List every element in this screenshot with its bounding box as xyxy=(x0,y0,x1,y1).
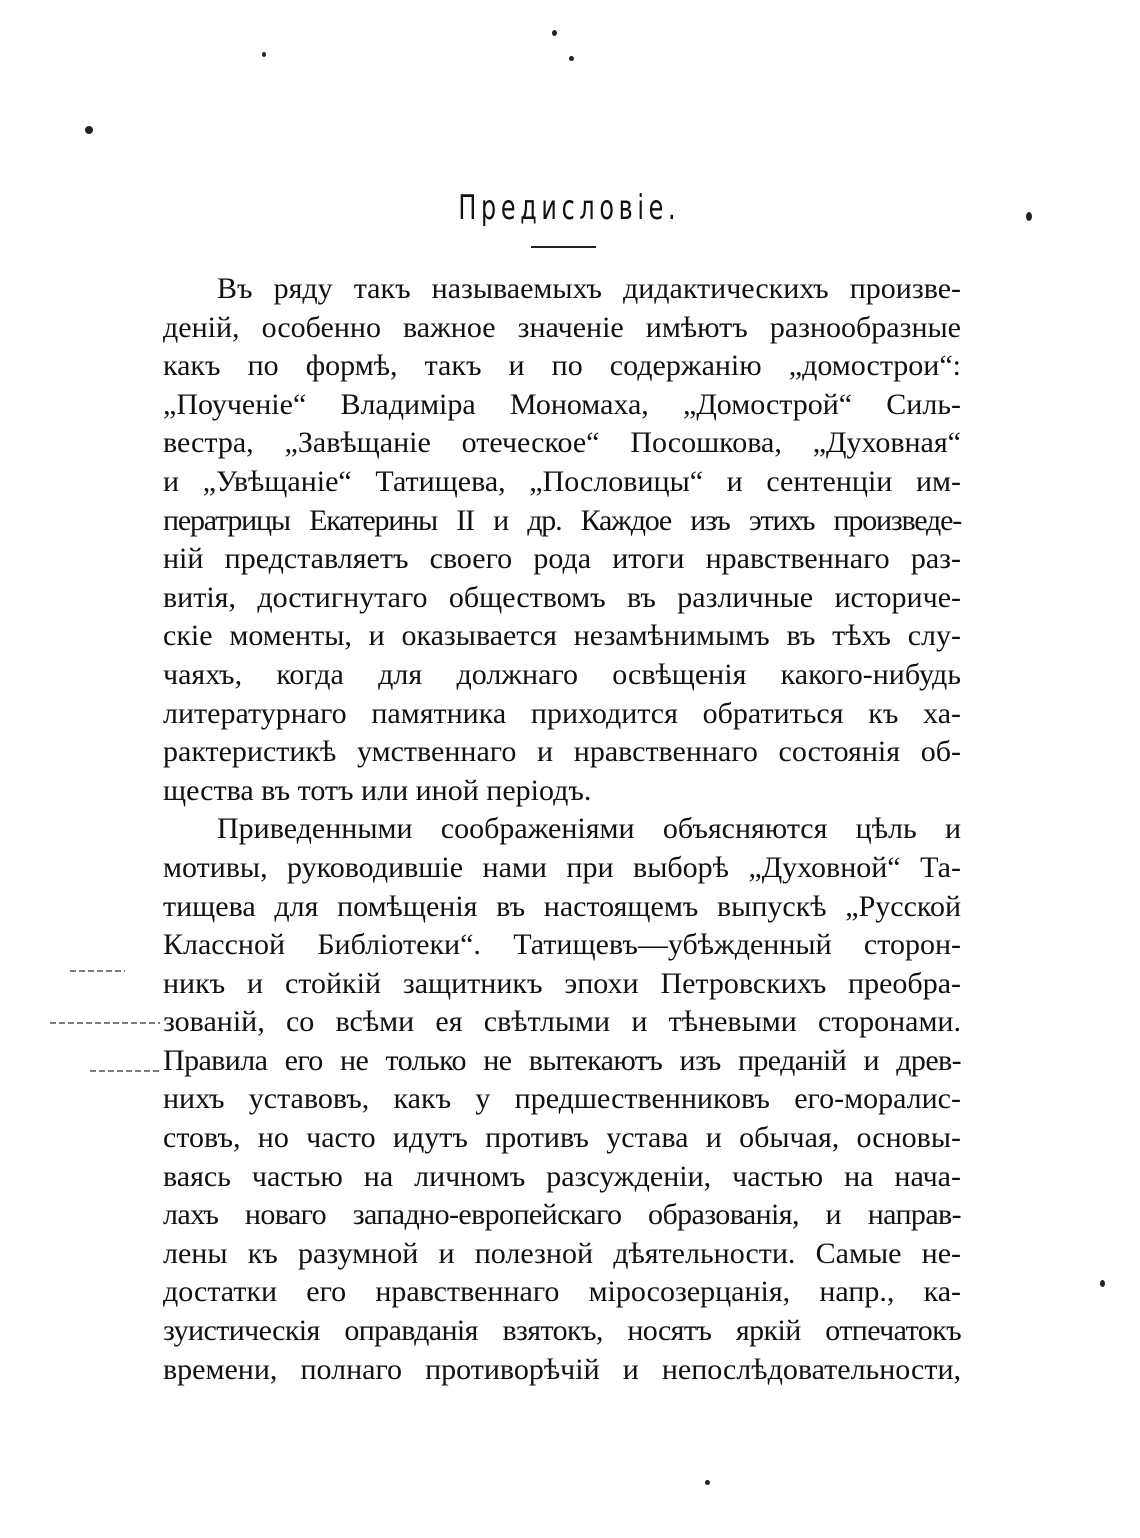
text-line: витія, достигнутаго обществомъ въ различные историче- xyxy=(163,580,961,614)
paragraph xyxy=(163,270,961,810)
text-line: зованій, со всѣми ея свѣтлыми и тѣневыми сторонами. xyxy=(163,1005,961,1039)
text-line: Правила его не только не вытекаютъ изъ преданій и древ- xyxy=(163,1043,961,1077)
text-line: вестра, „Завѣщаніе отеческое“ Посошкова, „Духовная“ xyxy=(163,426,961,460)
paragraph xyxy=(163,810,961,1389)
text-line: чаяхъ, когда для должнаго освѣщенія какого-нибудь xyxy=(163,657,961,691)
text-line: стовъ, но часто идутъ противъ устава и обычая, основы- xyxy=(163,1121,961,1155)
scan-speck xyxy=(1026,212,1032,221)
scan-speck xyxy=(569,56,574,61)
text-line: какъ по формѣ, такъ и по содержанію „домострои“: xyxy=(163,349,961,383)
text-line: зуистическія оправданія взятокъ, носятъ яркій отпечатокъ xyxy=(163,1314,961,1348)
text-line: тищева для помѣщенія въ настоящемъ выпускѣ „Русской xyxy=(163,889,961,923)
text-line: Классной Библіотеки“. Татищевъ—убѣжденный сторон- xyxy=(163,928,961,962)
text-line: Приведенными соображеніями объясняются цѣль и xyxy=(217,812,961,846)
text-line: времени, полнаго противорѣчій и непослѣдовательности, xyxy=(163,1352,961,1386)
page-title: Предисловіе. xyxy=(458,188,681,228)
text-line: ваясь частью на личномъ разсужденіи, частью на нача- xyxy=(163,1159,961,1193)
margin-mark xyxy=(50,1022,160,1024)
text-line: скіе моменты, и оказывается незамѣнимымъ въ тѣхъ слу- xyxy=(163,619,961,653)
title-rule xyxy=(531,246,596,248)
text-line: рактеристикѣ умственнаго и нравственнаго состоянія об- xyxy=(163,735,961,769)
text-line: никъ и стойкій защитникъ эпохи Петровскихъ преобра- xyxy=(163,966,961,1000)
text-line: достатки его нравственнаго міросозерцанія, напр., ка- xyxy=(163,1275,961,1309)
text-line: мотивы, руководившіе нами при выборѣ „Духовной“ Та- xyxy=(163,850,961,884)
body-text xyxy=(163,270,961,1389)
text-line: лахъ новаго западно-европейскаго образованія, и направ- xyxy=(163,1198,961,1232)
margin-mark xyxy=(90,1070,160,1072)
text-line: Въ ряду такъ называемыхъ дидактическихъ произве- xyxy=(217,272,961,305)
scan-speck xyxy=(552,30,557,36)
scan-speck xyxy=(705,1480,710,1485)
text-line: деній, особенно важное значеніе имѣютъ разнообразные xyxy=(163,310,961,344)
scan-speck xyxy=(1100,1280,1105,1287)
text-line: „Поученіе“ Владиміра Мономаха, „Домострой“ Силь- xyxy=(163,387,961,421)
text-line: лены къ разумной и полезной дѣятельности. Самые не- xyxy=(163,1236,961,1270)
text-line: нихъ уставовъ, какъ у предшественниковъ его-моралис- xyxy=(163,1082,961,1116)
text-line: и „Увѣщаніе“ Татищева, „Пословицы“ и сентенціи им- xyxy=(163,464,961,498)
text-line: литературнаго памятника приходится обратиться къ ха- xyxy=(163,696,961,730)
text-line: ній представляетъ своего рода итоги нравственнаго раз- xyxy=(163,542,961,576)
margin-mark xyxy=(70,970,125,972)
scan-speck xyxy=(262,52,266,57)
scan-speck xyxy=(85,126,93,134)
text-line: ператрицы Екатерины II и др. Каждое изъ этихъ произведе- xyxy=(163,503,961,537)
text-line: щества въ тотъ или иной періодъ. xyxy=(163,773,592,807)
